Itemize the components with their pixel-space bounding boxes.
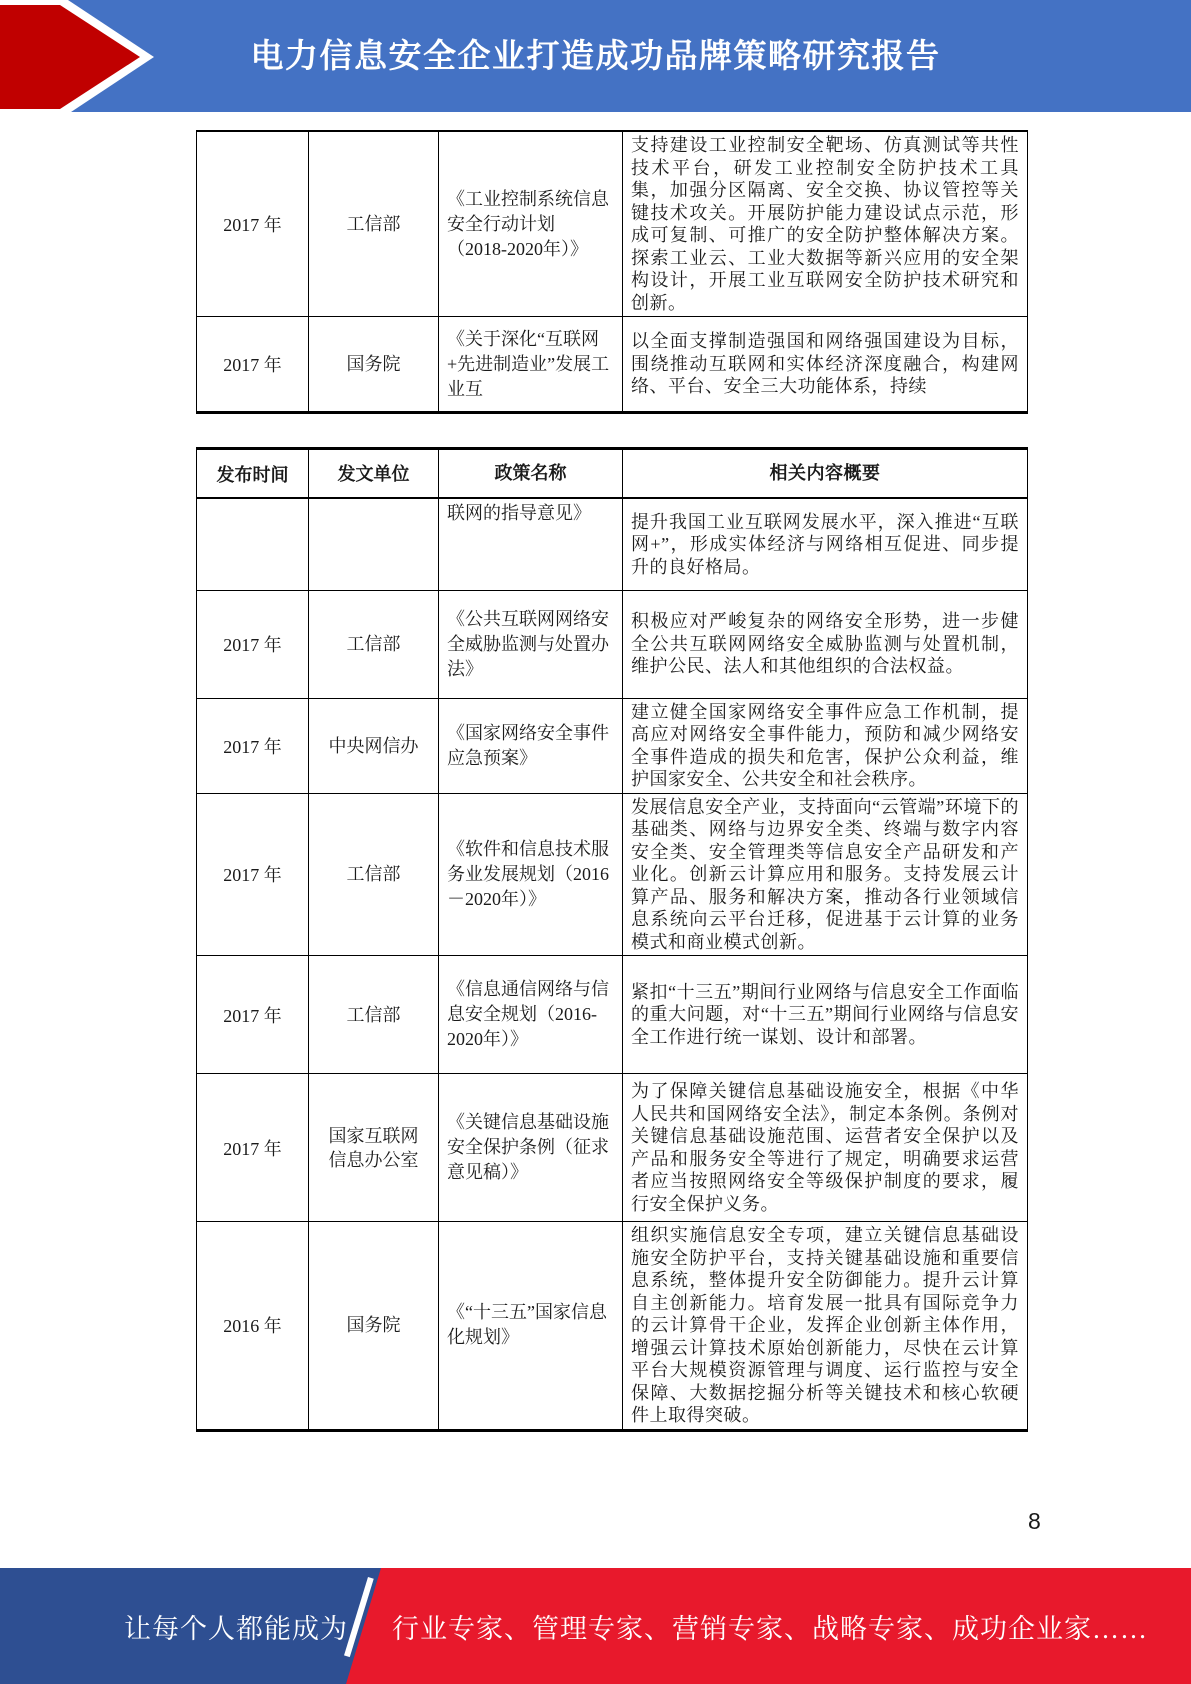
col-header-issuer: 发文单位 — [309, 449, 439, 499]
cell-policy-name: 《软件和信息技术服务业发展规划（2016－2020年）》 — [439, 793, 623, 956]
table-row — [197, 317, 1028, 413]
cell-summary: 建立健全国家网络安全事件应急工作机制，提高应对网络安全事件能力，预防和减少网络安全事件造成的损失和危害，保护公众利益，维护国家安全、公共安全和社会秩序。 — [623, 698, 1028, 793]
table-row — [197, 131, 1028, 317]
cell-summary: 紧扣“十三五”期间行业网络与信息安全工作面临的重大问题，对“十三五”期间行业网络与信息安全工作进行统一谋划、设计和部署。 — [623, 956, 1028, 1074]
cell-summary: 发展信息安全产业，支持面向“云管端”环境下的基础类、网络与边界安全类、终端与数字内容安全类、安全管理类等信息安全产品研发和产业化。创新云计算应用和服务。支持发展云计算产品、服务和解决方案，推动各行业领域信息系统向云平台迁移，促进基于云计算的业务模式和商业模式创新。 — [623, 793, 1028, 956]
table-row — [197, 956, 1028, 1074]
policy-table-continued — [196, 130, 1028, 414]
cell-summary: 支持建设工业控制安全靶场、仿真测试等共性技术平台，研发工业控制安全防护技术工具集，加强分区隔离、安全交换、协议管控等关键技术攻关。开展防护能力建设试点示范，形成可复制、可推广的安全防护整体解决方案。探索工业云、工业大数据等新兴应用的安全架构设计，开展工业互联网安全防护技术研究和创新。 — [623, 131, 1028, 317]
cell-policy-name: 《工业控制系统信息安全行动计划（2018-2020年）》 — [439, 131, 623, 317]
cell-publish-time: 2017 年 — [197, 956, 309, 1074]
cell-policy-name: 《国家网络安全事件应急预案》 — [439, 698, 623, 793]
cell-publish-time: 2017 年 — [197, 317, 309, 413]
cell-issuer: 中央网信办 — [309, 698, 439, 793]
cell-publish-time: 2017 年 — [197, 590, 309, 698]
cell-publish-time: 2017 年 — [197, 793, 309, 956]
table-row — [197, 1222, 1028, 1431]
table-row — [197, 498, 1028, 590]
cell-policy-name: 《公共互联网网络安全威胁监测与处置办法》 — [439, 590, 623, 698]
cell-issuer — [309, 498, 439, 590]
col-header-publish-time: 发布时间 — [197, 449, 309, 499]
page-title: 电力信息安全企业打造成功品牌策略研究报告 — [250, 37, 941, 74]
policy-table — [196, 447, 1028, 1432]
cell-issuer: 国家互联网信息办公室 — [309, 1074, 439, 1222]
table-row — [197, 1074, 1028, 1222]
cell-summary: 为了保障关键信息基础设施安全，根据《中华人民共和国网络安全法》，制定本条例。条例对关键信息基础设施范围、运营者安全保护以及产品和服务安全等进行了规定，明确要求运营者应当按照网络安全等级保护制度的要求，履行安全保护义务。 — [623, 1074, 1028, 1222]
table-row — [197, 698, 1028, 793]
page-footer — [0, 1568, 1191, 1684]
table-row — [197, 793, 1028, 956]
cell-publish-time: 2016 年 — [197, 1222, 309, 1431]
page-number: 8 — [1028, 1508, 1041, 1534]
cell-policy-name: 《关于深化“互联网+先进制造业”发展工业互 — [439, 317, 623, 413]
cell-policy-name: 《信息通信网络与信息安全规划（2016-2020年）》 — [439, 956, 623, 1074]
footer-slogan-left: 让每个人都能成为 — [124, 1613, 348, 1644]
cell-summary: 积极应对严峻复杂的网络安全形势，进一步健全公共互联网网络安全威胁监测与处置机制，维护公民、法人和其他组织的合法权益。 — [623, 590, 1028, 698]
cell-issuer: 国务院 — [309, 1222, 439, 1431]
cell-publish-time: 2017 年 — [197, 698, 309, 793]
table-row — [197, 590, 1028, 698]
cell-summary: 提升我国工业互联网发展水平，深入推进“互联网+”，形成实体经济与网络相互促进、同步提升的良好格局。 — [623, 498, 1028, 590]
cell-issuer: 工信部 — [309, 956, 439, 1074]
cell-issuer: 工信部 — [309, 793, 439, 956]
cell-policy-name: 《关键信息基础设施安全保护条例（征求意见稿）》 — [439, 1074, 623, 1222]
cell-issuer: 工信部 — [309, 131, 439, 317]
cell-issuer: 工信部 — [309, 590, 439, 698]
col-header-policy-name: 政策名称 — [439, 449, 623, 499]
cell-summary: 组织实施信息安全专项，建立关键信息基础设施安全防护平台，支持关键基础设施和重要信息系统，整体提升安全防御能力。提升云计算自主创新能力。培育发展一批具有国际竞争力的云计算骨干企业，发挥企业创新主体作用，增强云计算技术原始创新能力，尽快在云计算平台大规模资源管理与调度、运行监控与安全保障、大数据挖掘分析等关键技术和核心软硬件上取得突破。 — [623, 1222, 1028, 1431]
table-header-row — [197, 449, 1028, 499]
page-header — [0, 0, 1191, 112]
cell-publish-time — [197, 498, 309, 590]
cell-issuer: 国务院 — [309, 317, 439, 413]
footer-slogan-right: 行业专家、管理专家、营销专家、战略专家、成功企业家…… — [392, 1613, 1148, 1644]
cell-policy-name: 《“十三五”国家信息化规划》 — [439, 1222, 623, 1431]
cell-publish-time: 2017 年 — [197, 1074, 309, 1222]
cell-policy-name: 联网的指导意见》 — [439, 498, 623, 590]
col-header-summary: 相关内容概要 — [623, 449, 1028, 499]
cell-publish-time: 2017 年 — [197, 131, 309, 317]
cell-summary: 以全面支撑制造强国和网络强国建设为目标，围绕推动互联网和实体经济深度融合，构建网络、平台、安全三大功能体系，持续 — [623, 317, 1028, 413]
